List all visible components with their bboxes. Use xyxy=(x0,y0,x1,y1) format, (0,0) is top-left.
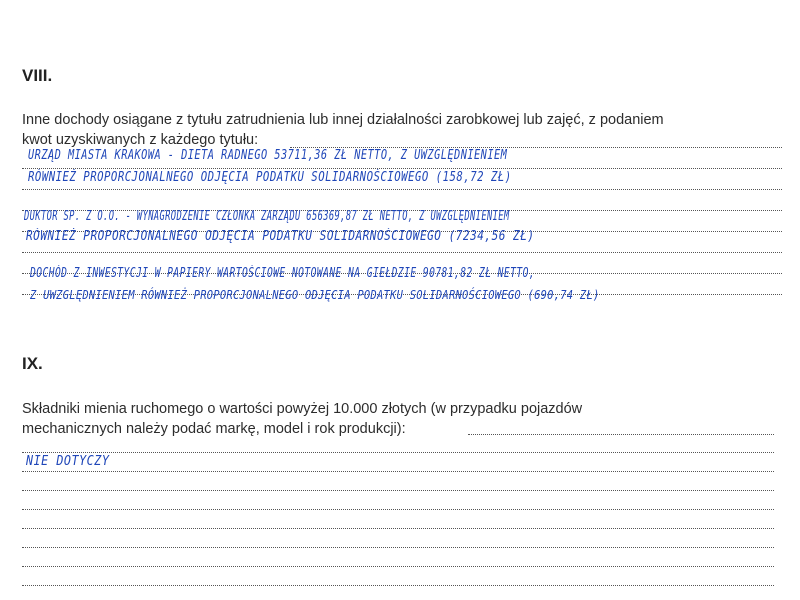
handwritten-answer-line: DOCHÓD Z INWESTYCJI W PAPIERY WARTOŚCIOWE NOTOWANE NA GIEŁDZIE 90781,82 ZŁ NETTO, xyxy=(30,266,536,281)
handwritten-answer-not-applicable: NIE DOTYCZY xyxy=(26,454,110,469)
answer-line xyxy=(22,252,782,253)
section-8-question-line-1: Inne dochody osiągane z tytułu zatrudnienia lub innej działalności zarobkowej lub zajęć, z podaniem xyxy=(22,112,664,128)
section-9-question-line-1: Składniki mienia ruchomego o wartości powyżej 10.000 złotych (w przypadku pojazdów xyxy=(22,401,583,417)
section-8-heading: VIII. xyxy=(22,66,53,85)
answer-line xyxy=(468,434,774,435)
answer-line xyxy=(22,471,774,472)
handwritten-answer-line: RÓWNIEŻ PROPORCJONALNEGO ODJĘCIA PODATKU SOLIDARNOŚCIOWEGO (158,72 ZŁ) xyxy=(28,170,512,185)
answer-line xyxy=(22,168,782,169)
answer-line xyxy=(22,452,774,453)
answer-line xyxy=(22,490,774,491)
section-9-question-line-2: mechanicznych należy podać markę, model i rok produkcji): xyxy=(22,421,406,437)
handwritten-answer-line: URZĄD MIASTA KRAKOWA - DIETA RADNEGO 53711,36 ZŁ NETTO, Z UWZGLĘDNIENIEM xyxy=(28,148,508,163)
handwritten-answer-line: Z UWZGLĘDNIENIEM RÓWNIEŻ PROPORCJONALNEGO ODJĘCIA PODATKU SOLIDARNOŚCIOWEGO (690,74 ZŁ) xyxy=(30,288,600,302)
handwritten-answer-line: RÓWNIEŻ PROPORCJONALNEGO ODJĘCIA PODATKU SOLIDARNOŚCIOWEGO (7234,56 ZŁ) xyxy=(26,229,535,244)
answer-line xyxy=(22,566,774,567)
answer-line xyxy=(22,509,774,510)
answer-line xyxy=(22,547,774,548)
answer-line xyxy=(22,585,774,586)
section-8-question-line-2: kwot uzyskiwanych z każdego tytułu: xyxy=(22,132,259,148)
handwritten-answer-line: DUKTOR SP. Z O.O. - WYNAGRODZENIE CZŁONKA ZARZĄDU 656369,87 ZŁ NETTO, Z UWZGLĘDNIENIEM xyxy=(24,209,510,224)
answer-line xyxy=(22,189,782,190)
answer-line xyxy=(22,528,774,529)
section-9-heading: IX. xyxy=(22,354,43,373)
